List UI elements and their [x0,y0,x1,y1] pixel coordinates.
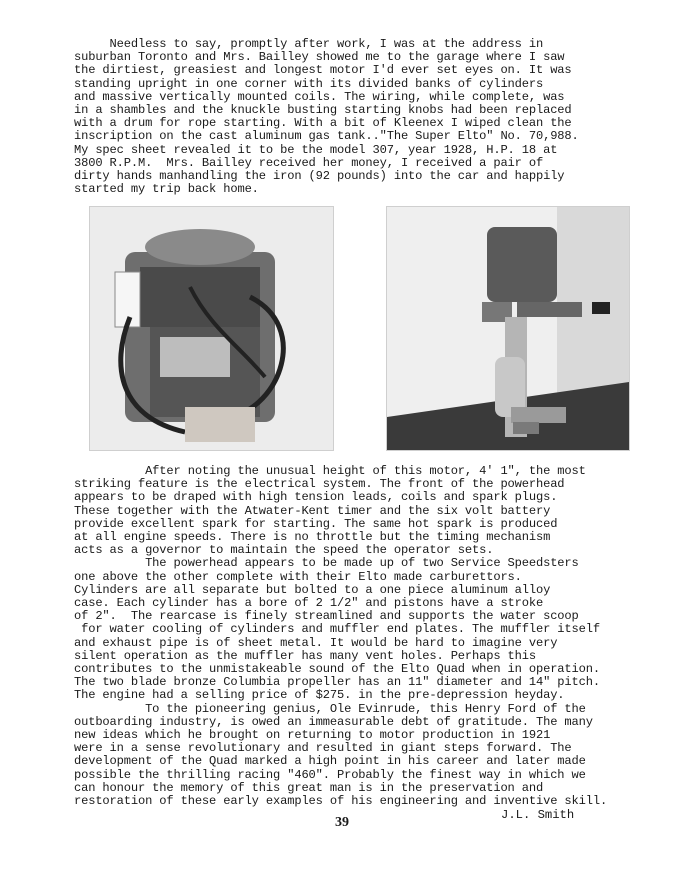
text-line: restoration of these early examples of his engineering and inventive skill. [74,794,608,809]
text-line: The engine had a selling price of $275. in the pre-depression heyday. [74,688,565,703]
text-line: of 2". The rearcase is finely streamlined and supports the water scoop [74,609,579,624]
body-paragraphs [74,465,664,808]
text-line: with a drum for rope starting. With a bit of Kleenex I wiped clean the [74,116,572,131]
author-signature: J.L. Smith [501,808,575,822]
full-motor-photo-image [387,207,629,450]
text-line: The two blade bronze Columbia propeller has an 11" diameter and 14" pitch. [74,675,600,690]
text-line: Cylinders are all separate but bolted to a one piece aluminum alloy [74,582,551,597]
text-line: standing upright in one corner with its divided banks of cylinders [74,76,544,91]
text-line: the dirtiest, greasiest and longest motor I'd ever set eyes on. It was [74,63,572,78]
text-line: appears to be draped with high tension leads, coils and spark plugs. [74,490,558,505]
text-line: can honour the memory of this great man is in the preservation and [74,780,544,795]
text-line: Needless to say, promptly after work, I was at the address in [74,37,544,51]
text-line: acts as a governor to maintain the speed the operator sets. [74,543,494,558]
text-line: silent operation as the muffler has many vent holes. Perhaps this [74,648,536,663]
text-line: The powerhead appears to be made up of two Service Speedsters [74,556,579,571]
text-line: striking feature is the electrical system. The front of the powerhead [74,477,565,492]
text-line: case. Each cylinder has a bore of 2 1/2" and pistons have a stroke [74,596,544,611]
text-line: one above the other complete with their Elto made carburettors. [74,569,522,584]
text-line: 3800 R.P.M. Mrs. Bailley received her money, I received a pair of [74,155,544,170]
text-line: and exhaust pipe is of sheet metal. It would be hard to imagine very [74,635,558,650]
text-line: contributes to the unmistakeable sound of the Elto Quad when in operation. [74,662,600,677]
text-line: in a shambles and the knuckle busting starting knobs had been replaced [74,103,572,118]
text-line: possible the thrilling racing "460". Probably the finest way in which we [74,767,586,782]
text-line: development of the Quad marked a high point in his career and later made [74,754,586,769]
photo-full-motor [386,206,630,451]
text-line: for water cooling of cylinders and muffler end plates. The muffler itself [74,622,600,637]
text-line: at all engine speeds. There is no throttle but the timing mechanism [74,530,551,545]
text-line: outboarding industry, is owed an immeasurable debt of gratitude. The many [74,714,593,729]
intro-paragraph [74,38,664,196]
text-line: To the pioneering genius, Ole Evinrude, this Henry Ford of the [74,701,586,716]
text-line: provide excellent spark for starting. The same hot spark is produced [74,516,558,531]
text-line: dirty hands manhandling the iron (92 pounds) into the car and happily [74,169,565,184]
photo-powerhead [89,206,334,451]
text-line: were in a sense revolutionary and resulted in giant steps forward. The [74,741,572,756]
text-line: inscription on the cast aluminum gas tank.."The Super Elto" No. 70,988. [74,129,579,144]
text-line: and massive vertically mounted coils. The wiring, while complete, was [74,89,565,104]
text-line: started my trip back home. [74,182,259,197]
text-line: suburban Toronto and Mrs. Bailley showed me to the garage where I saw [74,50,565,65]
powerhead-photo-image [90,207,333,450]
text-line: My spec sheet revealed it to be the model 307, year 1928, H.P. 18 at [74,142,558,157]
page-number: 39 [335,815,349,830]
text-line: These together with the Atwater-Kent timer and the six volt battery [74,503,551,518]
text-line: After noting the unusual height of this motor, 4' 1", the most [74,464,586,478]
text-line: new ideas which he brought on returning to motor production in 1921 [74,728,551,743]
